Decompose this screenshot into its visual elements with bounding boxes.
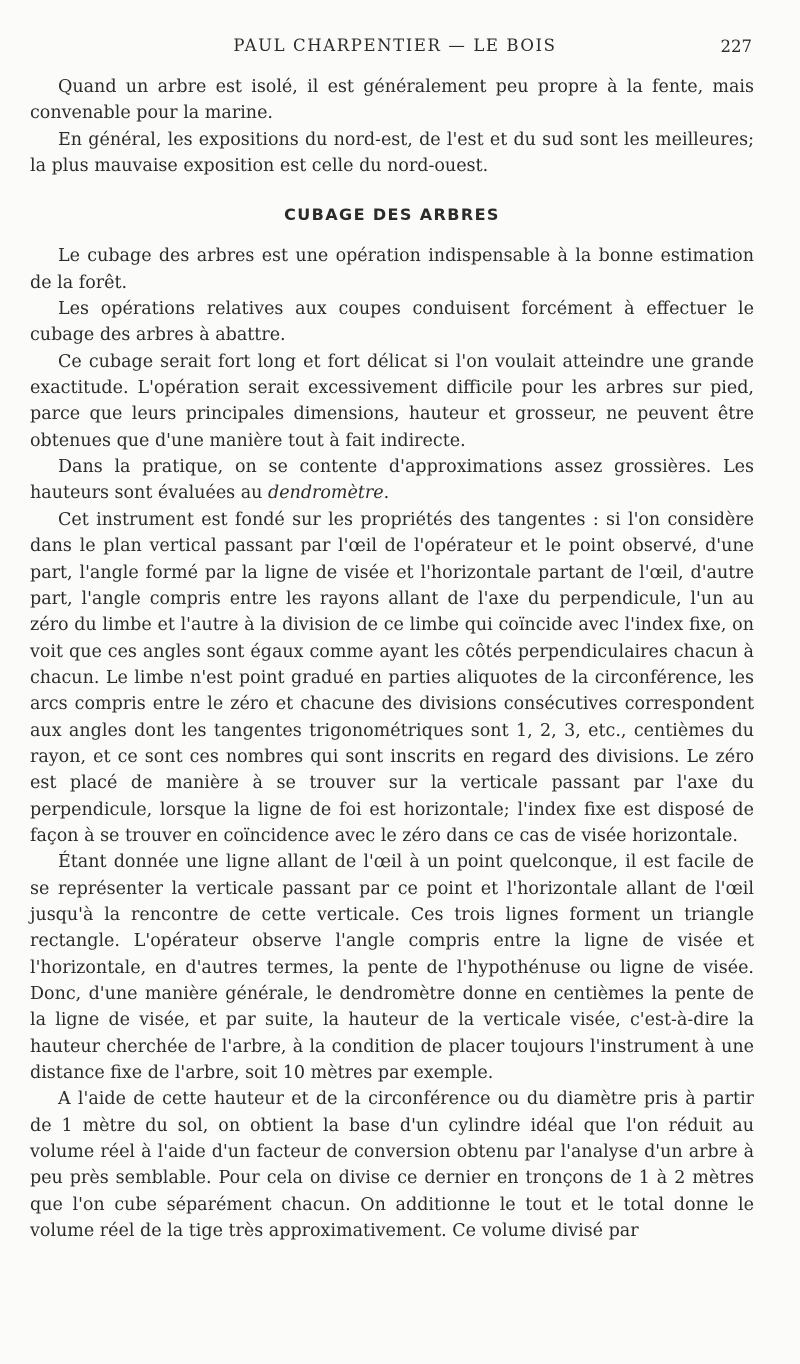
running-header: [0, 36, 800, 60]
paragraph-instrument: Cet instrument est fondé sur les propriétés des tangentes : si l'on considère dans le plan vertical passant par l'œil de l'opérateur et le point observé, d'une part, l'angle formé par la ligne de visée et l'horizontale partant de l'œil, d'autre part, l'angle compris entre les rayons allant de l'axe du perpendicule, l'un au zéro du limbe et l'autre à la division de ce limbe qui coïncide avec l'index fixe, on voit que ces angles sont égaux comme ayant les côtés perpendiculaires chacun à chacun. Le limbe n'est point gradué en parties aliquotes de la circonférence, les arcs compris entre le zéro et chacune des divisions consécutives correspondent aux angles dont les tangentes trigonométriques sont 1, 2, 3, etc., centièmes du rayon, et ce sont ces nombres qui sont inscrits en regard des divisions. Le zéro est placé de manière à se trouver sur la verticale passant par l'axe du perpendicule, lorsque la ligne de foi est horizontale; l'index fixe est disposé de façon à se trouver en coïncidence avec le zéro dans ce cas de visée horizontale.: [30, 509, 754, 846]
paragraph-operations: Les opérations relatives aux coupes conduisent forcément à effectuer le cubage des arbres à abattre.: [30, 299, 754, 346]
paragraph-expositions: En général, les expositions du nord-est, de l'est et du sud sont les meilleures; la plus mauvaise exposition est celle du nord-ouest.: [30, 129, 754, 177]
paragraph-practice-end: .: [383, 483, 390, 504]
paragraph-exactitude: Ce cubage serait fort long et fort délicat si l'on voulait atteindre une grande exactitude. L'opération serait excessivement difficile pour les arbres sur pied, parce que leurs principales dimensions, hauteur et grosseur, ne peuvent être obtenues que d'une manière tout à fait indirecte.: [30, 351, 754, 451]
paragraph-cubage-intro: Le cubage des arbres est une opération indispensable à la bonne estimation de la forêt.: [30, 246, 754, 293]
body-text: [30, 74, 754, 1244]
dendrometre-term: dendromètre: [268, 483, 384, 504]
paragraph-triangle: Étant donnée une ligne allant de l'œil à un point quelconque, il est facile de se représenter la verticale passant par ce point et l'horizontale allant de l'œil jusqu'à la rencontre de cette verticale. Ces trois lignes forment un triangle rectangle. L'opérateur observe l'angle compris entre la ligne de visée et l'horizontale, en d'autres termes, la pente de l'hypothénuse ou ligne de visée. Donc, d'une manière générale, le dendromètre donne en centièmes la pente de la ligne de visée, et par suite, la hauteur de la verticale visée, c'est-à-dire la hauteur cherchée de l'arbre, à la condition de placer toujours l'instrument à une distance fixe de l'arbre, soit 10 mètres par exemple.: [30, 852, 754, 1084]
paragraph-isolated-tree: Quand un arbre est isolé, il est généralement peu propre à la fente, mais convenable pour la marine.: [30, 77, 754, 124]
section-heading: CUBAGE DES ARBRES: [284, 205, 500, 225]
running-title: PAUL CHARPENTIER — LE BOIS: [233, 36, 557, 55]
page-number: 227: [720, 37, 752, 56]
paragraph-practice-text: Dans la pratique, on se contente d'approximations assez grossières. Les hauteurs sont évaluées au: [30, 457, 754, 504]
paragraph-practice: [30, 454, 754, 507]
paragraph-volume: A l'aide de cette hauteur et de la circonférence ou du diamètre pris à partir de 1 mètre du sol, on obtient la base d'un cylindre idéal que l'on réduit au volume réel à l'aide d'un facteur de conversion obtenu par l'analyse d'un arbre à peu près semblable. Pour cela on divise ce dernier en tronçons de 1 à 2 mètres que l'on cube séparément chacun. On additionne le tout et le total donne le volume réel de la tige très approximativement. Ce volume divisé par: [30, 1089, 754, 1242]
